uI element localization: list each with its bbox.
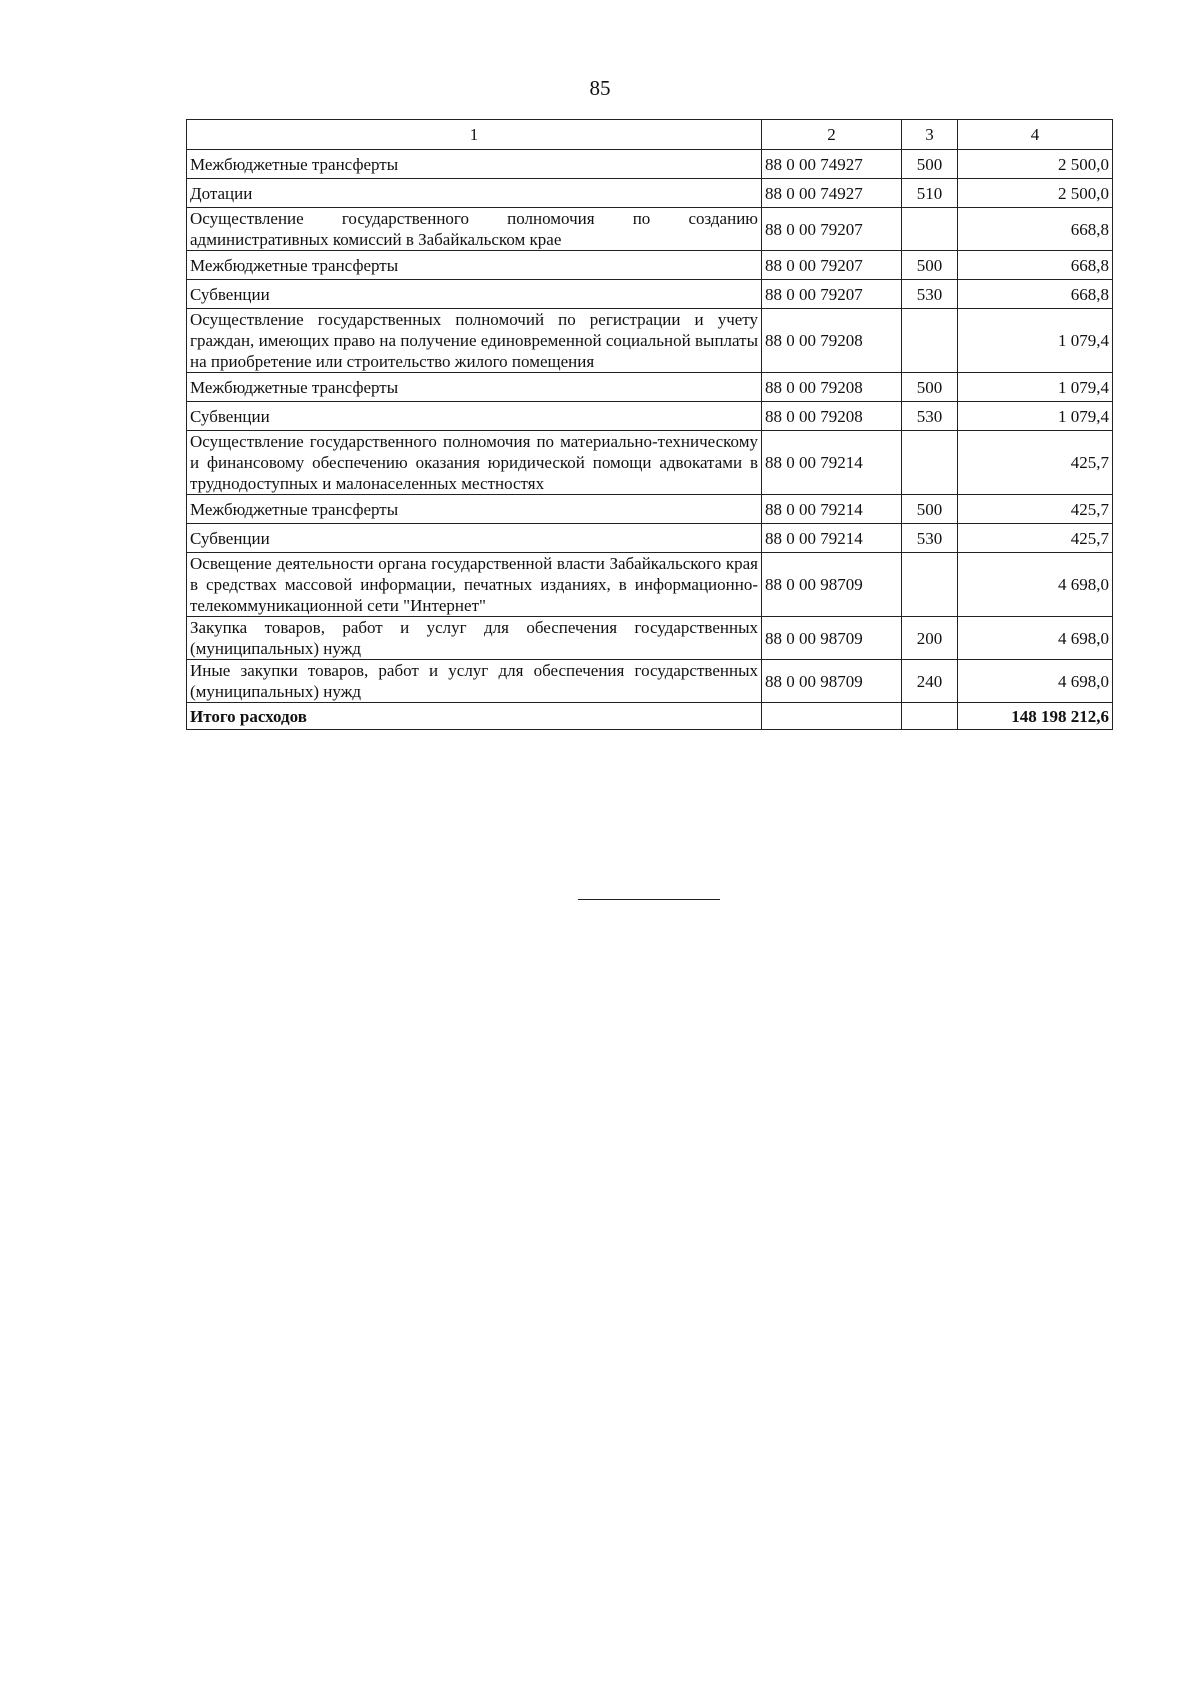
row-type: 500 (902, 251, 958, 280)
row-code: 88 0 00 79207 (762, 208, 902, 251)
row-type: 240 (902, 660, 958, 703)
table-row (187, 402, 1113, 431)
table-row (187, 280, 1113, 309)
row-code: 88 0 00 79208 (762, 309, 902, 373)
row-name: Межбюджетные трансферты (187, 373, 762, 402)
row-sum: 2 500,0 (958, 150, 1113, 179)
row-code: 88 0 00 98709 (762, 660, 902, 703)
table-row (187, 208, 1113, 251)
row-type: 500 (902, 373, 958, 402)
row-name: Осуществление государственного полномочия по созданию административных комиссий в Забайкальском крае (187, 208, 762, 251)
row-name: Межбюджетные трансферты (187, 251, 762, 280)
table-header-row (187, 120, 1113, 150)
table-row (187, 495, 1113, 524)
row-code: 88 0 00 74927 (762, 150, 902, 179)
row-sum: 668,8 (958, 280, 1113, 309)
total-type (902, 703, 958, 730)
row-name: Межбюджетные трансферты (187, 150, 762, 179)
row-type: 510 (902, 179, 958, 208)
row-name: Осуществление государственного полномочия по материально-техническому и финансовому обеспечению оказания юридической помощи адвокатами в труднодоступных и малонаселенных местностях (187, 431, 762, 495)
row-sum: 4 698,0 (958, 553, 1113, 617)
row-sum: 4 698,0 (958, 660, 1113, 703)
table-row (187, 251, 1113, 280)
table-row (187, 309, 1113, 373)
row-sum: 1 079,4 (958, 309, 1113, 373)
row-code: 88 0 00 79207 (762, 251, 902, 280)
row-sum: 668,8 (958, 208, 1113, 251)
row-code: 88 0 00 79214 (762, 524, 902, 553)
row-name: Субвенции (187, 402, 762, 431)
total-sum: 148 198 212,6 (958, 703, 1113, 730)
table-row (187, 150, 1113, 179)
row-sum: 4 698,0 (958, 617, 1113, 660)
total-row (187, 703, 1113, 730)
row-type: 530 (902, 524, 958, 553)
table-row (187, 524, 1113, 553)
row-name: Субвенции (187, 524, 762, 553)
row-sum: 1 079,4 (958, 402, 1113, 431)
table-row (187, 431, 1113, 495)
row-type (902, 553, 958, 617)
column-header-4: 4 (958, 120, 1113, 150)
row-sum: 425,7 (958, 495, 1113, 524)
table-row (187, 660, 1113, 703)
total-label: Итого расходов (187, 703, 762, 730)
page-number: 85 (589, 76, 611, 100)
table-row (187, 373, 1113, 402)
row-name: Субвенции (187, 280, 762, 309)
row-sum: 425,7 (958, 431, 1113, 495)
table-row (187, 617, 1113, 660)
row-type: 530 (902, 402, 958, 431)
table-row (187, 179, 1113, 208)
row-sum: 2 500,0 (958, 179, 1113, 208)
end-of-document-rule (578, 899, 720, 900)
row-code: 88 0 00 98709 (762, 617, 902, 660)
expenditure-table (186, 119, 1113, 730)
row-type (902, 208, 958, 251)
row-type: 530 (902, 280, 958, 309)
row-code: 88 0 00 79214 (762, 495, 902, 524)
row-name: Иные закупки товаров, работ и услуг для обеспечения государственных (муниципальных) нужд (187, 660, 762, 703)
column-header-1: 1 (187, 120, 762, 150)
row-type: 500 (902, 150, 958, 179)
row-type (902, 431, 958, 495)
row-type: 200 (902, 617, 958, 660)
row-type (902, 309, 958, 373)
row-code: 88 0 00 74927 (762, 179, 902, 208)
row-name: Закупка товаров, работ и услуг для обеспечения государственных (муниципальных) нужд (187, 617, 762, 660)
row-sum: 1 079,4 (958, 373, 1113, 402)
column-header-2: 2 (762, 120, 902, 150)
row-sum: 425,7 (958, 524, 1113, 553)
row-code: 88 0 00 98709 (762, 553, 902, 617)
row-type: 500 (902, 495, 958, 524)
column-header-3: 3 (902, 120, 958, 150)
row-sum: 668,8 (958, 251, 1113, 280)
table-row (187, 553, 1113, 617)
row-name: Межбюджетные трансферты (187, 495, 762, 524)
row-name: Осуществление государственных полномочий по регистрации и учету граждан, имеющих право на получение единовременной социальной выплаты на приобретение или строительство жилого помещения (187, 309, 762, 373)
row-name: Дотации (187, 179, 762, 208)
total-code (762, 703, 902, 730)
row-code: 88 0 00 79208 (762, 402, 902, 431)
row-code: 88 0 00 79207 (762, 280, 902, 309)
row-code: 88 0 00 79208 (762, 373, 902, 402)
row-name: Освещение деятельности органа государственной власти Забайкальского края в средствах массовой информации, печатных изданиях, в информационно-телекоммуникационной сети "Интернет" (187, 553, 762, 617)
row-code: 88 0 00 79214 (762, 431, 902, 495)
